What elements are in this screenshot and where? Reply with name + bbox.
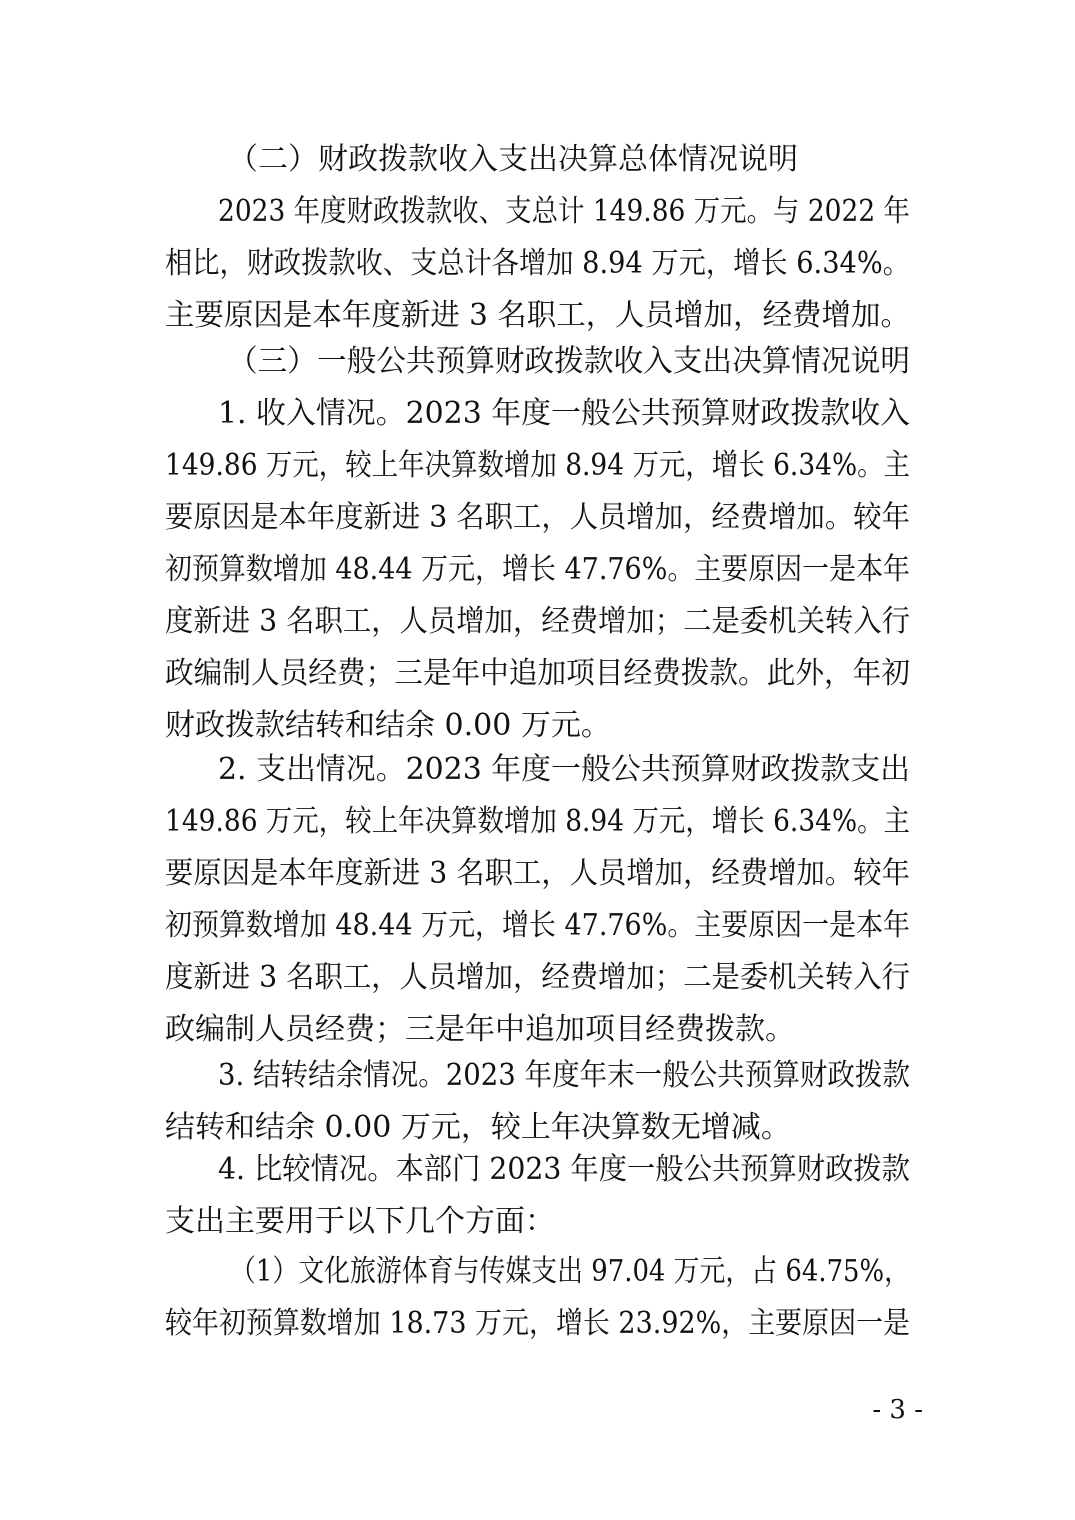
text-line-content: 4. 比较情况。本部门 2023 年度一般公共预算财政拨款 bbox=[218, 1152, 910, 1187]
text-line bbox=[0, 1144, 1075, 1196]
text-line bbox=[0, 744, 1075, 796]
text-line bbox=[0, 952, 1075, 1004]
text-line-content: 支出主要用于以下几个方面： bbox=[165, 1204, 555, 1239]
text-line-content: 初预算数增加 48.44 万元，增长 47.76%。主要原因一是本年 bbox=[165, 552, 911, 587]
text-line-content: 政编制人员经费；三是年中追加项目经费拨款。 bbox=[165, 1012, 795, 1047]
text-line bbox=[0, 290, 1075, 342]
text-line bbox=[0, 1298, 1075, 1350]
text-line-content: （三）一般公共预算财政拨款收入支出决算情况说明 bbox=[228, 344, 910, 379]
text-line-content: 1. 收入情况。2023 年度一般公共预算财政拨款收入 bbox=[218, 396, 911, 431]
text-line bbox=[0, 440, 1075, 492]
text-line-content: 结转和结余 0.00 万元，较上年决算数无增减。 bbox=[165, 1110, 791, 1145]
text-line bbox=[0, 596, 1075, 648]
text-line bbox=[0, 238, 1075, 290]
text-line-content: 要原因是本年度新进 3 名职工，人员增加，经费增加。较年 bbox=[165, 500, 910, 535]
text-line bbox=[0, 848, 1075, 900]
text-line-content: 政编制人员经费；三是年中追加项目经费拨款。此外，年初 bbox=[165, 656, 910, 691]
text-line-content: （1）文化旅游体育与传媒支出 97.04 万元，占 64.75%， bbox=[230, 1254, 911, 1289]
text-line-content: 149.86 万元，较上年决算数增加 8.94 万元，增长 6.34%。主 bbox=[165, 804, 910, 839]
text-line-content: 财政拨款结转和结余 0.00 万元。 bbox=[165, 708, 611, 743]
text-line bbox=[0, 544, 1075, 596]
page-number: - 3 - bbox=[872, 1395, 923, 1425]
text-line-content: 度新进 3 名职工，人员增加，经费增加；二是委机关转入行 bbox=[165, 604, 910, 639]
text-line-content: 主要原因是本年度新进 3 名职工，人员增加，经费增加。 bbox=[165, 298, 910, 333]
text-line-content: 初预算数增加 48.44 万元，增长 47.76%。主要原因一是本年 bbox=[165, 908, 911, 943]
text-line bbox=[0, 1246, 1075, 1298]
text-line-content: 相比，财政拨款收、支总计各增加 8.94 万元，增长 6.34%。 bbox=[165, 246, 910, 281]
text-line bbox=[0, 336, 1075, 388]
text-line bbox=[0, 900, 1075, 952]
text-line-content: 2023 年度财政拨款收、支总计 149.86 万元。与 2022 年 bbox=[218, 194, 910, 229]
text-line-content: （二）财政拨款收入支出决算总体情况说明 bbox=[228, 142, 798, 177]
text-line-content: 度新进 3 名职工，人员增加，经费增加；二是委机关转入行 bbox=[165, 960, 910, 995]
text-line bbox=[0, 134, 1075, 186]
text-line bbox=[0, 1196, 1075, 1248]
text-line bbox=[0, 492, 1075, 544]
text-line-content: 要原因是本年度新进 3 名职工，人员增加，经费增加。较年 bbox=[165, 856, 910, 891]
text-line-content: 3. 结转结余情况。2023 年度年末一般公共预算财政拨款 bbox=[218, 1058, 910, 1093]
text-line bbox=[0, 1004, 1075, 1056]
text-line-content: 149.86 万元，较上年决算数增加 8.94 万元，增长 6.34%。主 bbox=[165, 448, 910, 483]
text-line-content: 2. 支出情况。2023 年度一般公共预算财政拨款支出 bbox=[218, 752, 911, 787]
text-line bbox=[0, 388, 1075, 440]
text-line bbox=[0, 1050, 1075, 1102]
text-line bbox=[0, 186, 1075, 238]
text-line bbox=[0, 648, 1075, 700]
text-line-content: 较年初预算数增加 18.73 万元，增长 23.92%，主要原因一是 bbox=[165, 1306, 911, 1341]
text-line bbox=[0, 796, 1075, 848]
